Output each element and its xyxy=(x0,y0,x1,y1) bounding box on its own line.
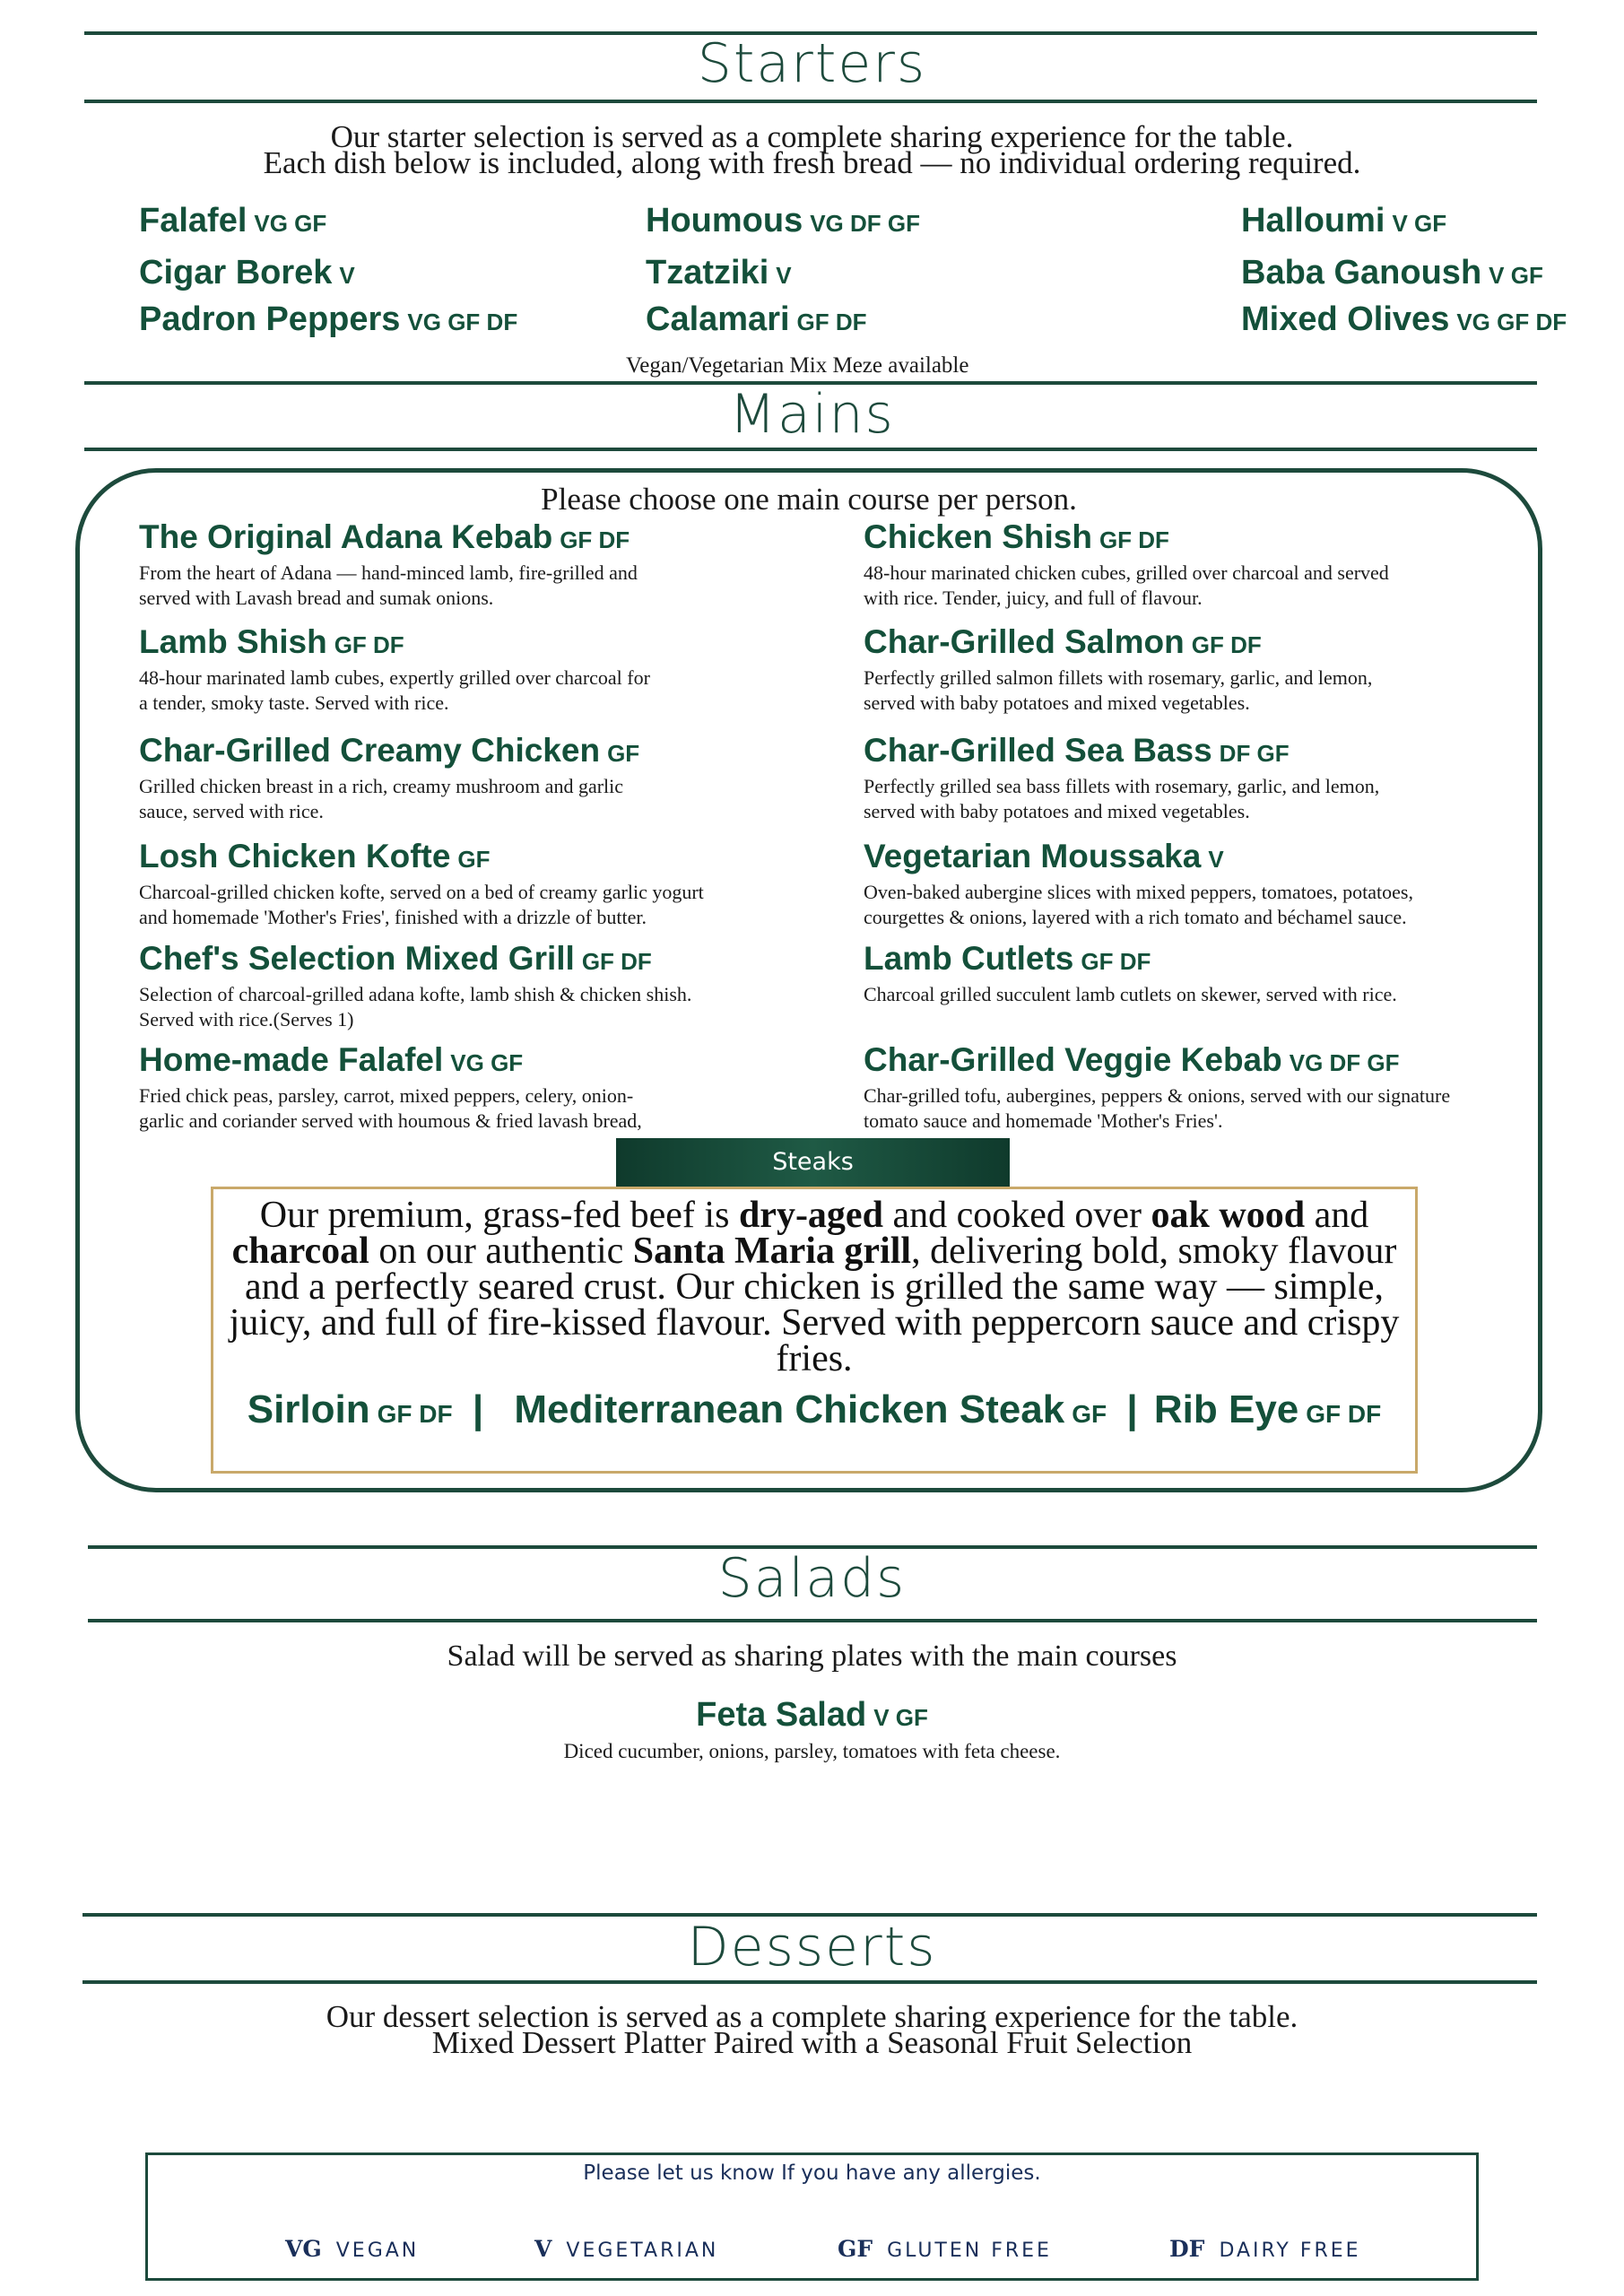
salad-item: Feta Salad V GF xyxy=(696,1696,928,1734)
starter-item: Tzatziki V xyxy=(646,254,792,291)
starter-item: Cigar Borek V xyxy=(139,254,355,291)
legend-vegetarian: V VEGETARIAN xyxy=(534,2236,719,2262)
starter-item: Houmous VG DF GF xyxy=(646,202,920,239)
desserts-line1: Our dessert selection is served as a complete sharing experience for the table. xyxy=(326,1999,1298,2034)
legend-gluten-free: GF GLUTEN FREE xyxy=(838,2236,1052,2262)
legend-dairy-free: DF DAIRY FREE xyxy=(1169,2236,1361,2262)
main-dish: Chef's Selection Mixed Grill GF DF Selection of charcoal-grilled adana kofte, lamb shish & chicken shish. Served with rice.(Serves 1) xyxy=(139,940,692,1031)
starters-title: Starters xyxy=(697,32,927,95)
salads-intro: Salad will be served as sharing plates with the main courses xyxy=(447,1639,1177,1673)
desserts-intro xyxy=(0,1999,1624,2060)
main-dish: Losh Chicken Kofte GF Charcoal-grilled chicken kofte, served on a bed of creamy garlic yogurt and homemade 'Mother's Fries', finished with a drizzle of butter. xyxy=(139,838,704,928)
starters-intro-line2: Each dish below is included, along with fresh bread — no individual ordering required. xyxy=(263,145,1361,180)
main-dish: Home-made Falafel VG GF Fried chick peas, parsley, carrot, mixed peppers, celery, onion- garlic and coriander served with houmous & fried lavash bread, xyxy=(139,1041,642,1132)
starters-note: Vegan/Vegetarian Mix Meze available xyxy=(626,353,969,378)
starter-item: Halloumi V GF xyxy=(1241,202,1447,239)
desserts-bottom-rule xyxy=(83,1980,1537,1984)
steak-sirloin: Sirloin xyxy=(247,1387,370,1431)
mains-title: Mains xyxy=(729,383,895,446)
starter-item: Baba Ganoush V GF xyxy=(1241,254,1543,291)
main-dish: Lamb Cutlets GF DF Charcoal grilled succulent lamb cutlets on skewer, served with rice. xyxy=(864,940,1397,1005)
desserts-line2: Mixed Dessert Platter Paired with a Seasonal Fruit Selection xyxy=(431,2025,1193,2060)
main-dish: Chicken Shish GF DF 48-hour marinated chicken cubes, grilled over charcoal and served with rice. Tender, juicy, and full of flavour. xyxy=(864,518,1389,609)
steak-chicken: Mediterranean Chicken Steak xyxy=(514,1387,1065,1431)
mains-bottom-rule xyxy=(84,448,1537,451)
steak-items: Sirloin GF DF | Mediterranean Chicken Steak GF | Rib Eye GF DF xyxy=(247,1387,1382,1431)
starters-intro xyxy=(0,119,1624,180)
starters-bottom-rule xyxy=(84,100,1537,103)
steaks-tab: Steaks xyxy=(616,1138,1010,1187)
main-dish: Char-Grilled Creamy Chicken GF Grilled chicken breast in a rich, creamy mushroom and garlic sauce, served with rice. xyxy=(139,732,640,822)
salads-bottom-rule xyxy=(88,1619,1537,1622)
legend-vegan: VG VEGAN xyxy=(285,2236,420,2262)
main-dish: Vegetarian Moussaka V Oven-baked aubergine slices with mixed peppers, tomatoes, potatoes, courgettes & onions, layered with a rich tomato and béchamel sauce. xyxy=(864,838,1413,928)
steak-rib-eye: Rib Eye xyxy=(1153,1387,1299,1431)
steaks-description: Our premium, grass-fed beef is dry-aged and cooked over oak wood and charcoal on our authentic Santa Maria grill, delivering bold, smoky flavour and a perfectly seared crust. Our chicken is grilled the same way — simple, juicy, and full of fire-kissed flavour. Served with peppercorn sauce and crispy fries. xyxy=(229,1195,1400,1379)
allergy-note: Please let us know If you have any allergies. xyxy=(583,2161,1041,2185)
starter-item: Padron Peppers VG GF DF xyxy=(139,300,518,338)
starter-item: Calamari GF DF xyxy=(646,300,867,338)
main-dish: Char-Grilled Veggie Kebab VG DF GF Char-grilled tofu, aubergines, peppers & onions, served with our signature tomato sauce and homemade 'Mother's Fries'. xyxy=(864,1041,1451,1132)
starter-item: Falafel VG GF xyxy=(139,202,327,239)
main-dish: The Original Adana Kebab GF DF From the heart of Adana — hand-minced lamb, fire-grilled and served with Lavash bread and sumak onions. xyxy=(139,518,638,609)
main-dish: Char-Grilled Sea Bass DF GF Perfectly grilled sea bass fillets with rosemary, garlic, and lemon, served with baby potatoes and mixed vegetables. xyxy=(864,732,1380,822)
mains-intro: Please choose one main course per person. xyxy=(541,482,1077,517)
salads-title: Salads xyxy=(717,1547,907,1610)
main-dish: Lamb Shish GF DF 48-hour marinated lamb cubes, expertly grilled over charcoal for a tender, smoky taste. Served with rice. xyxy=(139,623,650,714)
salad-description: Diced cucumber, onions, parsley, tomatoes with feta cheese. xyxy=(563,1740,1061,1762)
main-dish: Char-Grilled Salmon GF DF Perfectly grilled salmon fillets with rosemary, garlic, and lemon, served with baby potatoes and mixed vegetables. xyxy=(864,623,1373,714)
starters-intro-line1: Our starter selection is served as a complete sharing experience for the table. xyxy=(330,119,1294,154)
starter-item: Mixed Olives VG GF DF xyxy=(1241,300,1568,338)
desserts-title: Desserts xyxy=(687,1916,937,1979)
